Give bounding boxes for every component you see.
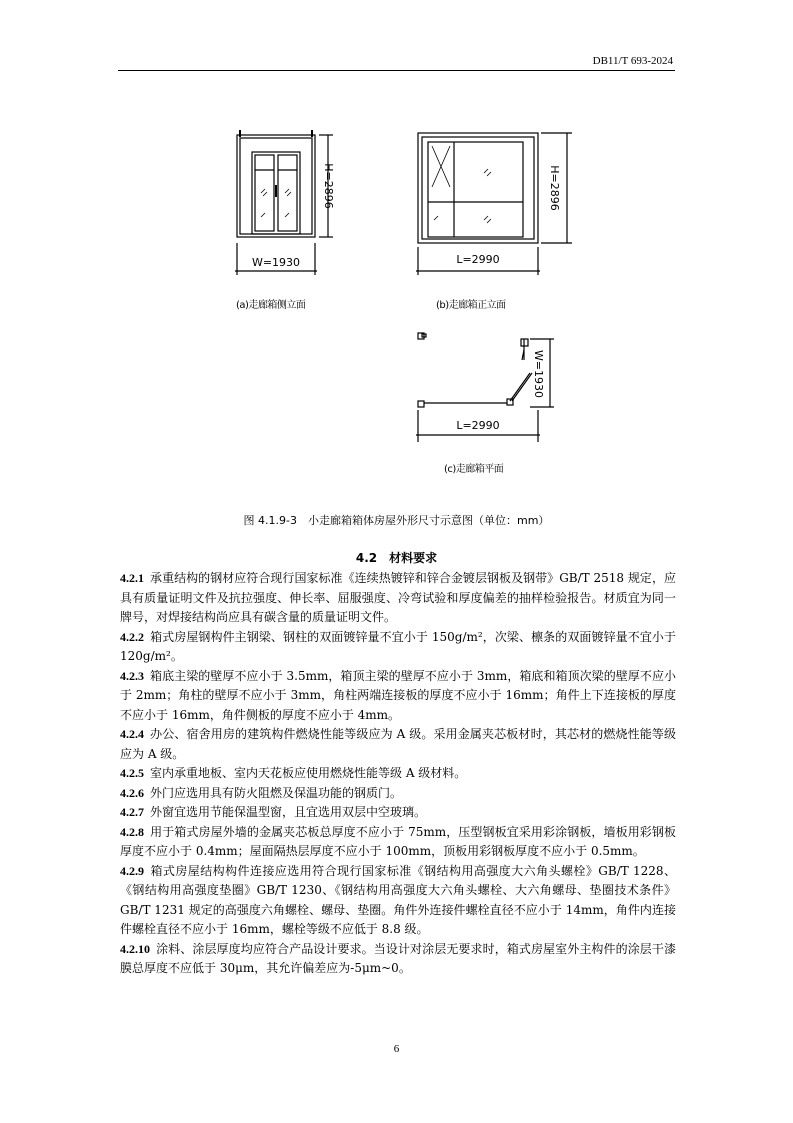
dim-l-b: L=2990 xyxy=(456,253,500,266)
header-doc-code: DB11/T 693-2024 xyxy=(592,55,673,67)
page-number: 6 xyxy=(393,1043,400,1055)
column-bottom-left-c xyxy=(418,401,424,407)
dim-w-c: W=1930 xyxy=(532,349,545,399)
dim-w-a: W=1930 xyxy=(251,256,301,269)
clause-4-2-5: 4.2.5 室内承重地板、室内天花板应使用燃烧性能等级 A 级材料。 xyxy=(120,766,467,780)
door-swing-c xyxy=(510,373,530,401)
clause-4-2-4: 4.2.4 办公、宿舍用房的建筑构件燃烧性能等级应为 A 级。采用金属夹芯板材时，其芯材的燃烧性能等级应为 A 级。 xyxy=(120,727,676,761)
figure-c-plan xyxy=(410,328,580,453)
clause-list xyxy=(120,569,676,979)
clause-4-2-7: 4.2.7 外窗宜选用节能保温型窗，且宜选用双层中空玻璃。 xyxy=(120,805,427,819)
header-rule xyxy=(118,70,675,71)
sub-caption-b: (b)走廊箱正立面 xyxy=(436,300,506,311)
box-outline-b xyxy=(418,133,538,243)
sub-caption-c: (c)走廊箱平面 xyxy=(444,464,504,475)
dim-l-c: L=2990 xyxy=(456,419,500,432)
clause-4-2-10: 4.2.10 涂料、涂层厚度均应符合产品设计要求。当设计对涂层无要求时，箱式房屋室外主构件的涂层干漆膜总厚度不应低于 30μm，其允许偏差应为-5μm~0。 xyxy=(120,941,676,975)
clause-4-2-8: 4.2.8 用于箱式房屋外墙的金属夹芯板总厚度不应小于 75mm，压型钢板宜采用彩涂钢板，墙板用彩钢板厚度不应小于 0.4mm；屋面隔热层厚度不应小于 100mm，顶板用彩钢板厚度不应小于 0.5mm。 xyxy=(120,824,676,858)
section-title: 4.2 材料要求 xyxy=(355,551,438,565)
dim-h-a: H=2896 xyxy=(322,163,335,209)
clause-4-2-3: 4.2.3 箱底主梁的壁厚不应小于 3.5mm，箱顶主梁的壁厚不应小于 3mm，箱底和箱顶次梁的壁厚不应小于 2mm；角柱的壁厚不应小于 3mm，角柱两端连接板的厚度不应小于 16mm；角件上下连接板的厚度不应小于 16mm，角件侧板的厚度不应小于 4mm。 xyxy=(120,668,676,722)
clause-4-2-2: 4.2.2 箱式房屋钢构件主钢梁、钢柱的双面镀锌量不宜小于 150g/m²，次梁、檩条的双面镀锌量不宜小于 120g/m²。 xyxy=(120,629,676,663)
clause-4-2-9: 4.2.9 箱式房屋结构构件连接应选用符合现行国家标准《钢结构用高强度大六角头螺栓》GB/T 1228、《钢结构用高强度垫圈》GB/T 1230、《钢结构用高强度大六角头螺栓、大六角螺母、垫圈技术条件》GB/T 1231 规定的高强度六角螺栓、螺母、垫圈。角件外连接件螺栓直径不应小于 14mm，角件内连接件螺栓直径不应小于 16mm，螺栓等级不应低于 8.8 级。 xyxy=(120,863,676,936)
figure-b-front-elevation xyxy=(410,125,580,280)
clause-4-2-1: 4.2.1 承重结构的钢材应符合现行国家标准《连续热镀锌和锌合金镀层钢板及钢带》GB/T 2518 规定，应具有质量证明文件及抗拉强度、伸长率、屈服强度、冷弯试验和厚度偏差的抽样检验报告。材质宜为同一牌号，对焊接结构尚应具有碳含量的质量证明文件。 xyxy=(120,571,676,624)
dim-h-b: H=2896 xyxy=(548,165,561,211)
clause-4-2-6: 4.2.6 外门应选用具有防火阻燃及保温功能的钢质门。 xyxy=(120,785,403,800)
figure-caption: 图 4.1.9-3 小走廊箱箱体房屋外形尺寸示意图（单位：mm） xyxy=(243,514,550,527)
window-b xyxy=(428,142,523,237)
figure-a-side-elevation xyxy=(225,125,335,290)
sub-caption-a: (a)走廊箱侧立面 xyxy=(236,300,306,311)
